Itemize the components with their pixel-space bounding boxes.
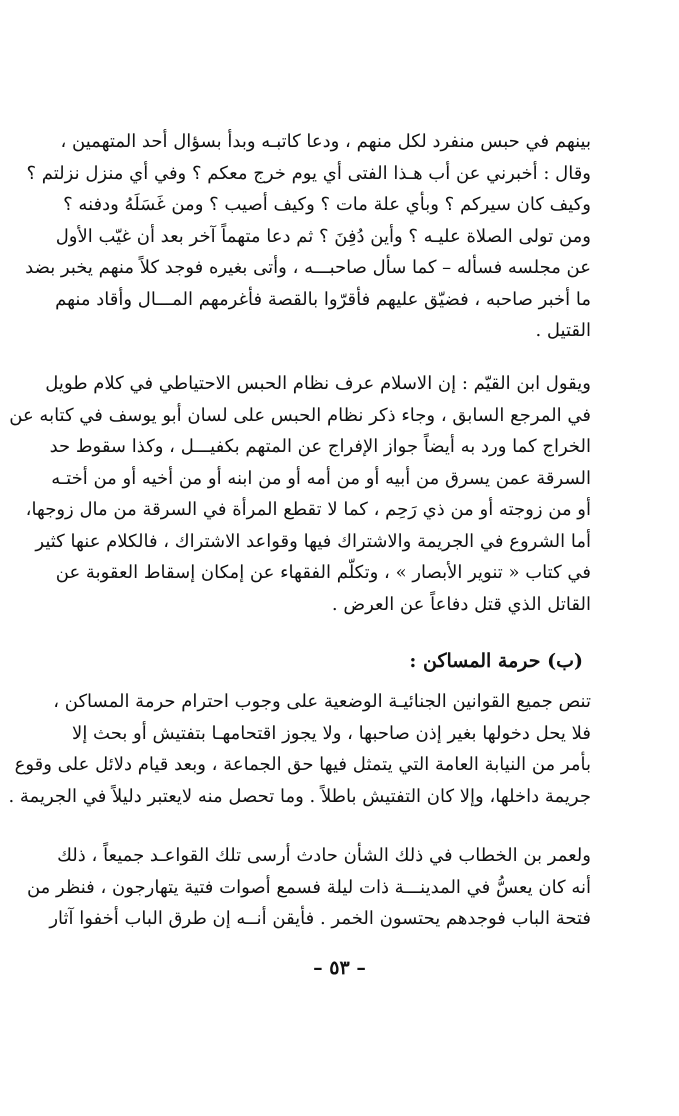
text-line: ما أخبر صاحبه ، فضيّق عليهم فأقرّوا بالقصة فأغرمهم المـــال وأقاد منهم [55, 288, 591, 310]
text-line: بينهم في حبس منفرد لكل منهم ، ودعا كاتبـه وبدأ بسؤال أحد المتهمين ، [60, 131, 591, 152]
text-line: القتيل . [535, 320, 591, 341]
text-line: ويقول ابن القيّم : إن الاسلام عرف نظام الحبس الاحتياطي في كلام طويل [45, 373, 591, 394]
text-line: ولعمر بن الخطاب في ذلك الشأن حادث أرسى تلك القواعـد جميعاً ، ذلك [57, 845, 591, 866]
text-line: ومن تولى الصلاة عليـه ؟ وأين دُفِنَ ؟ ثم دعا متهماً آخر بعد أن غيّب الأول [55, 225, 591, 247]
text-line: الخراج كما ورد به أيضاً جواز الإفراج عن المتهم بكفيـــل ، وكذا سقوط حد [49, 436, 591, 457]
paragraph-umar [26, 840, 591, 935]
text-line: في المرجع السابق ، وجاء ذكر نظام الحبس على لسان أبو يوسف في كتابه عن [9, 404, 591, 426]
text-line: جريمة داخلها، وإلا كان التفتيش باطلاً . وما تحصل منه لايعتبر دليلاً في الجريمة . [8, 785, 591, 807]
section-heading: (ب) حرمة المساكن : [409, 650, 583, 672]
text-line: أنه كان يعسُّ في المدينـــة ذات ليلة فسمع أصوات فتية يتهارجون ، فنظر من [26, 876, 591, 898]
paragraph-interrogation [25, 126, 591, 347]
text-line: تنص جميع القوانين الجنائيـة الوضعية على وجوب احترام حرمة المساكن ، [53, 691, 591, 712]
text-line: عن مجلسه فسأله – كما سأل صاحبـــه ، وأتى بغيره فوجد كلاً منهم يخبر بضد [25, 257, 591, 278]
text-line: فلا يحل دخولها بغير إذن صاحبها ، ولا يجوز اقتحامهـا بتفتيش أو بحث إلا [72, 722, 591, 744]
text-line: بأمر من النيابة العامة التي يتمثل فيها حق الجماعة ، وبعد قيام دلائل على وقوع [14, 754, 591, 775]
text-line: السرقة عمن يسرق من أبيه أو من أمه أو من ابنه أو من أخيه أو من أختـه [51, 467, 591, 489]
text-line: وقال : أخبرني عن أب هـذا الفتى أي يوم خرج معكم ؟ وفي أي منزل نزلتم ؟ [26, 162, 591, 184]
text-line: في كتاب « تنوير الأبصار » ، وتكلّم الفقهاء عن إمكان إسقاط العقوبة عن [55, 562, 591, 583]
page-number: – ٥٣ – [313, 957, 366, 979]
text-line: أو من زوجته أو من ذي رَحِم ، كما لا تقطع المرأة في السرقة من مال زوجها، [25, 499, 591, 520]
paragraph-home-sanctity [8, 686, 591, 812]
text-line: فتحة الباب فوجدهم يحتسون الخمر . فأيقن أنــه إن طرق الباب أخفوا آثار [49, 908, 591, 929]
text-line: وكيف كان سيركم ؟ وبأي علة مات ؟ وكيف أصيب ؟ ومن غَسَلَهُ ودفنه ؟ [63, 194, 591, 215]
text-line: القاتل الذي قتل دفاعاً عن العرض . [331, 593, 591, 615]
text-line: أما الشروع في الجريمة والاشتراك فيها وقواعد الاشتراك ، فالكلام عنها كثير [35, 530, 591, 552]
paragraph-ibn-qayyim [9, 368, 591, 620]
